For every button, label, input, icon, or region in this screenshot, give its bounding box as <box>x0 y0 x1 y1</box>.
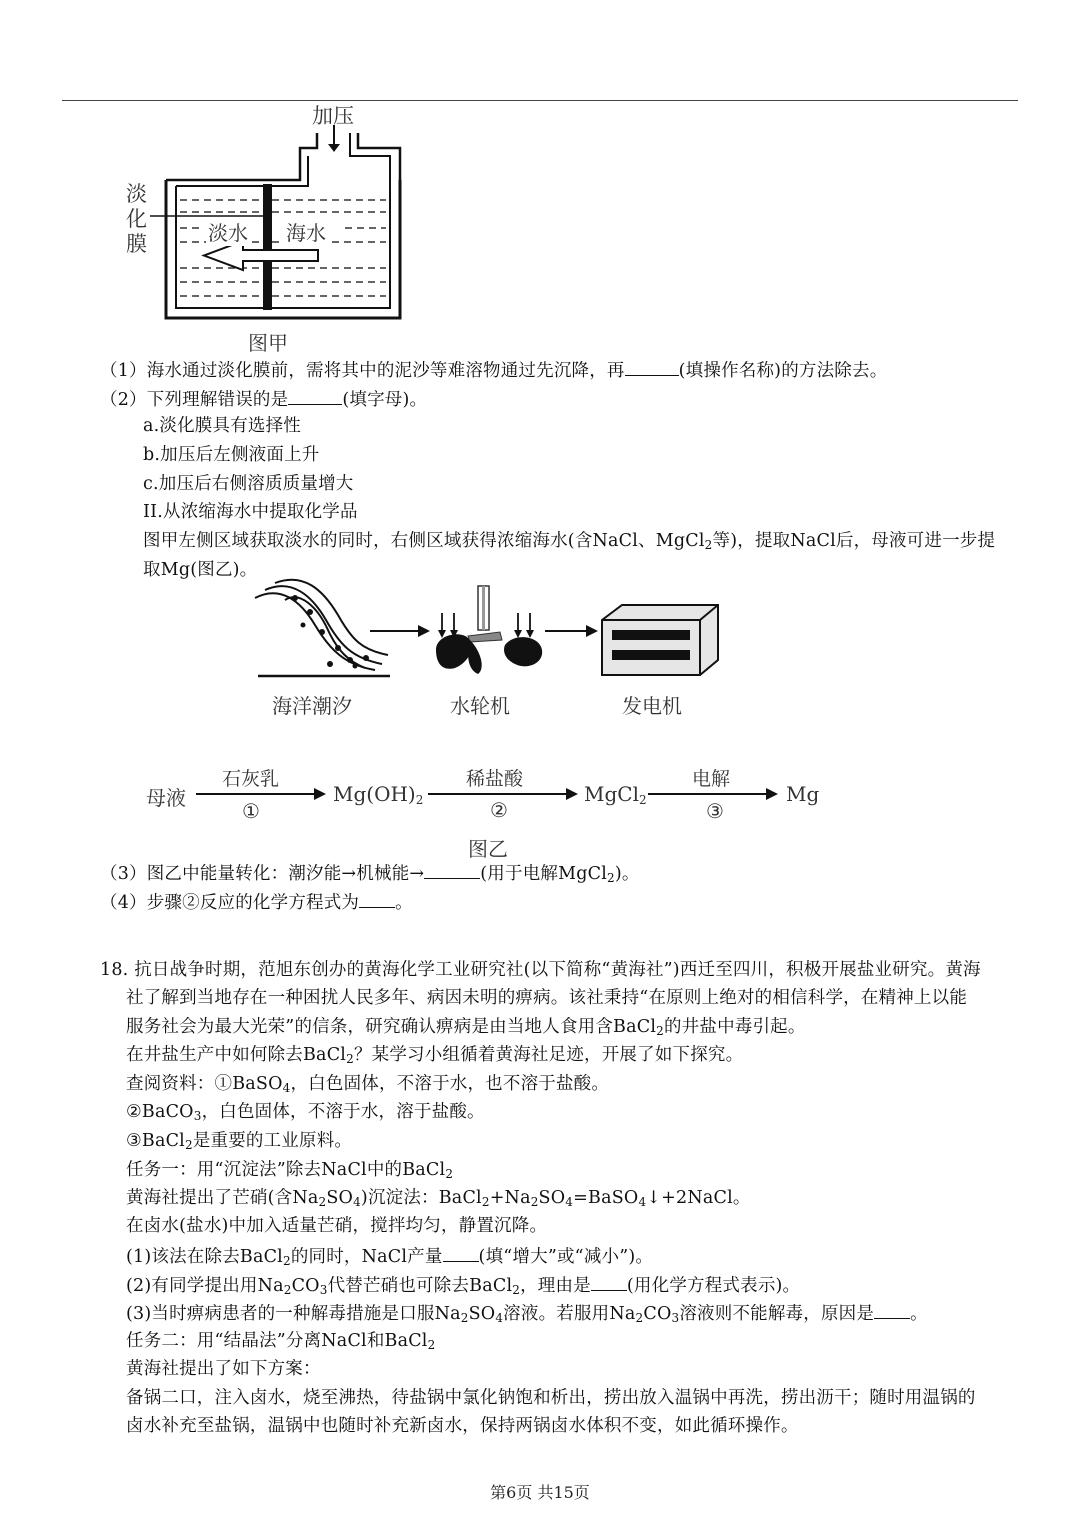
option-b: b.加压后左侧液面上升 <box>143 445 320 465</box>
problem-18-line-2: 社了解到当地存在一种困扰人民多年、病因未明的痹病。该社秉持“在原则上绝对的相信科学，在精神上以能 <box>126 988 968 1008</box>
turbine-label: 水轮机 <box>450 694 510 718</box>
question-1: （1）海水通过淡化膜前，需将其中的泥沙等难溶物通过先沉降，再 (填操作名称)的方法除去。 <box>100 358 887 382</box>
paragraph-line-2: 取Mg(图乙)。 <box>143 560 258 580</box>
task-2-plan-line-2: 卤水补充至盐锅，温锅中也随时补充新卤水，保持两锅卤水体积不变，如此循环操作。 <box>126 1416 799 1436</box>
step-1-reagent: 石灰乳 <box>222 768 280 790</box>
step-2-number: ② <box>490 798 508 822</box>
option-c: c.加压后右侧溶质质量增大 <box>143 474 354 494</box>
answer-blank-3[interactable] <box>424 861 480 879</box>
task-1-equation: 黄海社提出了芒硝(含$Na_2SO_4$)沉淀法：$BaCl_2+Na_2SO_4=BaSO_4↓+2NaCl$。 <box>126 1188 751 1209</box>
product-2: MgCl$_2$ <box>584 782 647 807</box>
generator-label: 发电机 <box>622 694 682 718</box>
membrane-label-3: 膜 <box>126 232 147 256</box>
sub-question-1: (1)该法在除去BaCl$_2$的同时，NaCl产量 (填“增大”或“减小”)。 <box>126 1244 653 1268</box>
problem-18-line-1: 18. 抗日战争时期，范旭东创办的黄海化学工业研究社(以下简称“黄海社”)西迁至四川，积极开展盐业研究。黄海 <box>100 960 981 980</box>
product-1: $Mg(OH)_2$ <box>333 782 424 807</box>
question-2: （2）下列理解错误的是 (填字母)。 <box>100 387 427 411</box>
answer-blank-4[interactable] <box>359 890 395 908</box>
step-1-number: ① <box>242 799 260 823</box>
sea-water-label: 海水 <box>284 217 328 246</box>
membrane-label-1: 淡 <box>126 182 147 206</box>
question-4: （4）步骤②反应的化学方程式为 。 <box>100 890 413 914</box>
reference-2: ②BaCO$_3$，白色固体，不溶于水，溶于盐酸。 <box>126 1102 485 1123</box>
task-1-title: 任务一：用“沉淀法”除去NaCl中的BaCl$_2$ <box>126 1160 454 1181</box>
sub-question-2: (2)有同学提出用$Na_2CO_3$代替芒硝也可除去BaCl$_2$，理由是 (用化学方程式表示)。 <box>126 1273 800 1297</box>
paragraph-line-1: 图甲左侧区域获取淡水的同时，右侧区域获得浓缩海水(含NaCl、MgCl$_2$等)，提取NaCl后，母液可进一步提 <box>143 531 996 552</box>
task-1-procedure: 在卤水(盐水)中加入适量芒硝，搅拌均匀，静置沉降。 <box>126 1216 548 1236</box>
answer-blank-18-2[interactable] <box>591 1273 627 1291</box>
problem-18-line-4: 在井盐生产中如何除去BaCl$_2$？某学习小组循着黄海社足迹，开展了如下探究。 <box>126 1045 744 1066</box>
answer-blank-18-1[interactable] <box>443 1244 479 1262</box>
fresh-water-label: 淡水 <box>206 217 250 246</box>
page-footer: 第6页 共15页 <box>490 1483 590 1502</box>
step-3-reagent: 电解 <box>692 768 731 790</box>
figure-b-caption: 图乙 <box>468 837 508 861</box>
reaction-start: 母液 <box>146 786 186 810</box>
tide-label: 海洋潮汐 <box>272 694 352 718</box>
reference-3: ③BaCl$_2$是重要的工业原料。 <box>126 1131 353 1152</box>
reference-1: 查阅资料：①BaSO$_4$，白色固体，不溶于水，也不溶于盐酸。 <box>126 1074 610 1095</box>
option-a: a.淡化膜具有选择性 <box>143 416 301 436</box>
membrane-label-2: 化 <box>126 207 147 231</box>
step-2-reagent: 稀盐酸 <box>466 768 524 790</box>
product-3: Mg <box>786 782 820 806</box>
task-2-title: 任务二：用“结晶法”分离NaCl和BaCl$_2$ <box>126 1331 436 1352</box>
sub-question-3: (3)当时痹病患者的一种解毒措施是口服$Na_2SO_4$溶液。若服用$Na_2CO_3$溶液则不能解毒，原因是 。 <box>126 1301 928 1325</box>
task-2-plan-line-1: 备锅二口，注入卤水，烧至沸热，待盐锅中氯化钠饱和析出，捞出放入温锅中再洗，捞出沥干；随时用温锅的 <box>126 1388 976 1408</box>
section-2-title: II.从浓缩海水中提取化学品 <box>143 502 358 522</box>
press-label: 加压 <box>312 104 354 128</box>
answer-blank-18-3[interactable] <box>874 1301 910 1319</box>
task-2-intro: 黄海社提出了如下方案： <box>126 1359 321 1379</box>
step-3-number: ③ <box>706 799 724 823</box>
problem-18-line-3: 服务社会为最大光荣”的信条，研究确认痹病是由当地人食用含BaCl$_2$的井盐中毒引起。 <box>126 1017 806 1038</box>
figure-a-caption: 图甲 <box>248 331 288 355</box>
question-3: （3）图乙中能量转化：潮汐能→机械能→ (用于电解MgCl$_2$)。 <box>100 861 640 885</box>
